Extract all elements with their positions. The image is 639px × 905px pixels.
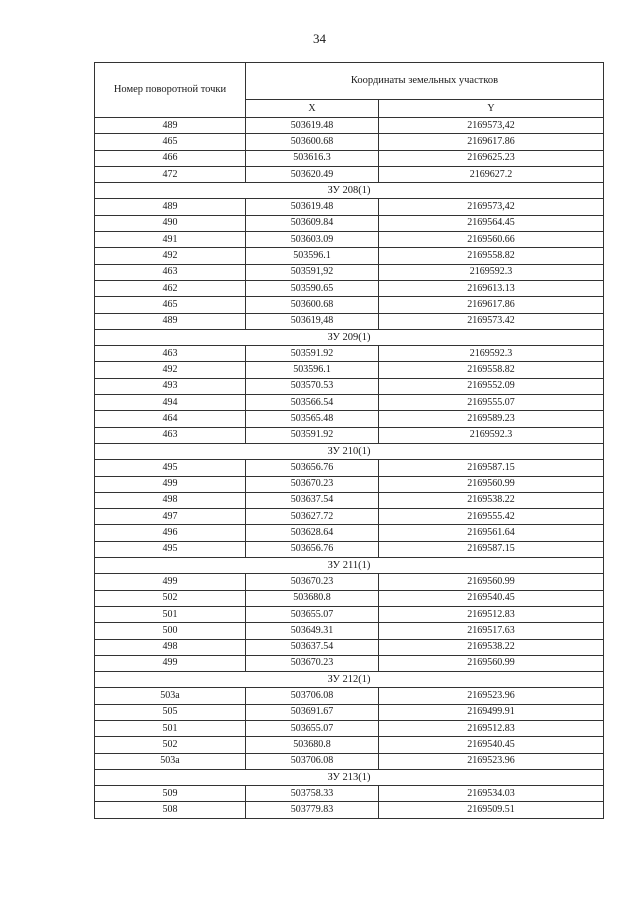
table-row [95, 590, 604, 606]
table-row [95, 476, 604, 492]
cell-x: 503779.83 [246, 802, 379, 818]
section-title: ЗУ 208(1) [95, 183, 604, 199]
cell-point: 505 [95, 704, 246, 720]
table-row [95, 411, 604, 427]
cell-point: 472 [95, 166, 246, 182]
cell-x: 503680.8 [246, 737, 379, 753]
cell-y: 2169558.82 [379, 362, 604, 378]
cell-y: 2169560.99 [379, 574, 604, 590]
cell-x: 503620.49 [246, 166, 379, 182]
table-row [95, 427, 604, 443]
table-row [95, 737, 604, 753]
cell-x: 503600.68 [246, 134, 379, 150]
section-title: ЗУ 211(1) [95, 558, 604, 574]
cell-y: 2169627.2 [379, 166, 604, 182]
cell-point: 499 [95, 655, 246, 671]
table-row [95, 753, 604, 769]
cell-y: 2169499.91 [379, 704, 604, 720]
table-row [95, 313, 604, 329]
table-row [95, 786, 604, 802]
cell-y: 2169555.42 [379, 509, 604, 525]
cell-point: 495 [95, 541, 246, 557]
cell-point: 497 [95, 509, 246, 525]
cell-y: 2169555.07 [379, 395, 604, 411]
table-row [95, 688, 604, 704]
cell-y: 2169517.63 [379, 623, 604, 639]
cell-y: 2169540.45 [379, 590, 604, 606]
cell-x: 503655.07 [246, 720, 379, 736]
table-row [95, 134, 604, 150]
cell-point: 501 [95, 606, 246, 622]
cell-y: 2169523.96 [379, 753, 604, 769]
cell-point: 492 [95, 362, 246, 378]
cell-y: 2169561.64 [379, 525, 604, 541]
cell-x: 503591.92 [246, 427, 379, 443]
cell-x: 503570.53 [246, 378, 379, 394]
cell-y: 2169509.51 [379, 802, 604, 818]
cell-y: 2169573,42 [379, 118, 604, 134]
table-row [95, 720, 604, 736]
cell-point: 465 [95, 134, 246, 150]
cell-point: 509 [95, 786, 246, 802]
table-row [95, 802, 604, 818]
section-row [95, 329, 604, 345]
cell-y: 2169617.86 [379, 297, 604, 313]
table-row [95, 264, 604, 280]
cell-x: 503628.64 [246, 525, 379, 541]
header-point-number: Номер поворотной точки [95, 63, 246, 118]
cell-point: 502 [95, 737, 246, 753]
coordinates-table [94, 62, 604, 819]
cell-point: 462 [95, 280, 246, 296]
cell-x: 503619,48 [246, 313, 379, 329]
cell-point: 499 [95, 574, 246, 590]
page-number: 34 [313, 31, 326, 46]
cell-point: 463 [95, 346, 246, 362]
cell-y: 2169625.23 [379, 150, 604, 166]
cell-y: 2169564.45 [379, 215, 604, 231]
cell-y: 2169538.22 [379, 639, 604, 655]
cell-point: 489 [95, 199, 246, 215]
cell-y: 2169617.86 [379, 134, 604, 150]
cell-point: 490 [95, 215, 246, 231]
cell-point: 498 [95, 492, 246, 508]
cell-y: 2169613.13 [379, 280, 604, 296]
cell-y: 2169523.96 [379, 688, 604, 704]
section-title: ЗУ 209(1) [95, 329, 604, 345]
cell-point: 503a [95, 753, 246, 769]
cell-y: 2169512.83 [379, 720, 604, 736]
table-row [95, 280, 604, 296]
cell-point: 463 [95, 264, 246, 280]
table-row [95, 248, 604, 264]
table-row [95, 166, 604, 182]
cell-y: 2169587.15 [379, 541, 604, 557]
cell-x: 503565.48 [246, 411, 379, 427]
cell-x: 503649.31 [246, 623, 379, 639]
cell-x: 503591.92 [246, 346, 379, 362]
table-row [95, 509, 604, 525]
table-header [95, 63, 604, 118]
table-body [95, 118, 604, 819]
table-row [95, 525, 604, 541]
cell-point: 500 [95, 623, 246, 639]
table-row [95, 655, 604, 671]
cell-x: 503670.23 [246, 574, 379, 590]
cell-point: 489 [95, 313, 246, 329]
cell-x: 503603.09 [246, 232, 379, 248]
section-title: ЗУ 210(1) [95, 443, 604, 459]
table-row [95, 199, 604, 215]
header-x: X [246, 100, 379, 118]
cell-point: 491 [95, 232, 246, 248]
table-row [95, 574, 604, 590]
table-row [95, 541, 604, 557]
cell-y: 2169560.99 [379, 476, 604, 492]
cell-y: 2169538.22 [379, 492, 604, 508]
cell-point: 508 [95, 802, 246, 818]
cell-y: 2169592.3 [379, 427, 604, 443]
table-row [95, 623, 604, 639]
cell-x: 503566.54 [246, 395, 379, 411]
cell-y: 2169540.45 [379, 737, 604, 753]
cell-point: 503a [95, 688, 246, 704]
cell-x: 503591,92 [246, 264, 379, 280]
cell-point: 502 [95, 590, 246, 606]
cell-x: 503656.76 [246, 541, 379, 557]
cell-x: 503680.8 [246, 590, 379, 606]
cell-x: 503609.84 [246, 215, 379, 231]
cell-point: 464 [95, 411, 246, 427]
cell-y: 2169592.3 [379, 264, 604, 280]
header-y: Y [379, 100, 604, 118]
section-row [95, 443, 604, 459]
cell-y: 2169560.66 [379, 232, 604, 248]
cell-x: 503590.65 [246, 280, 379, 296]
cell-point: 493 [95, 378, 246, 394]
cell-x: 503758.33 [246, 786, 379, 802]
cell-point: 465 [95, 297, 246, 313]
cell-point: 495 [95, 460, 246, 476]
cell-y: 2169573.42 [379, 313, 604, 329]
cell-x: 503670.23 [246, 476, 379, 492]
cell-x: 503637.54 [246, 639, 379, 655]
cell-x: 503706.08 [246, 753, 379, 769]
cell-x: 503616.3 [246, 150, 379, 166]
cell-point: 489 [95, 118, 246, 134]
cell-point: 499 [95, 476, 246, 492]
cell-y: 2169592.3 [379, 346, 604, 362]
cell-x: 503600.68 [246, 297, 379, 313]
cell-x: 503691.67 [246, 704, 379, 720]
section-title: ЗУ 212(1) [95, 672, 604, 688]
cell-x: 503619.48 [246, 199, 379, 215]
header-coordinates: Координаты земельных участков [246, 63, 604, 100]
table-row [95, 118, 604, 134]
table-row [95, 150, 604, 166]
table-row [95, 492, 604, 508]
cell-x: 503706.08 [246, 688, 379, 704]
cell-x: 503655.07 [246, 606, 379, 622]
cell-x: 503670.23 [246, 655, 379, 671]
cell-y: 2169552.09 [379, 378, 604, 394]
cell-y: 2169512.83 [379, 606, 604, 622]
section-title: ЗУ 213(1) [95, 769, 604, 785]
cell-point: 492 [95, 248, 246, 264]
table-row [95, 460, 604, 476]
cell-point: 494 [95, 395, 246, 411]
cell-point: 498 [95, 639, 246, 655]
cell-point: 496 [95, 525, 246, 541]
cell-x: 503637.54 [246, 492, 379, 508]
section-row [95, 672, 604, 688]
table-row [95, 378, 604, 394]
section-row [95, 558, 604, 574]
table-row [95, 346, 604, 362]
cell-y: 2169560.99 [379, 655, 604, 671]
cell-x: 503596.1 [246, 248, 379, 264]
cell-y: 2169573,42 [379, 199, 604, 215]
cell-y: 2169589.23 [379, 411, 604, 427]
cell-y: 2169534.03 [379, 786, 604, 802]
cell-x: 503627.72 [246, 509, 379, 525]
cell-x: 503656.76 [246, 460, 379, 476]
table-row [95, 215, 604, 231]
table-row [95, 232, 604, 248]
cell-x: 503596.1 [246, 362, 379, 378]
cell-x: 503619.48 [246, 118, 379, 134]
cell-y: 2169558.82 [379, 248, 604, 264]
table-row [95, 639, 604, 655]
cell-point: 466 [95, 150, 246, 166]
cell-y: 2169587.15 [379, 460, 604, 476]
table-row [95, 297, 604, 313]
table-row [95, 606, 604, 622]
section-row [95, 769, 604, 785]
cell-point: 501 [95, 720, 246, 736]
table-row [95, 395, 604, 411]
section-row [95, 183, 604, 199]
table-row [95, 704, 604, 720]
table-row [95, 362, 604, 378]
cell-point: 463 [95, 427, 246, 443]
